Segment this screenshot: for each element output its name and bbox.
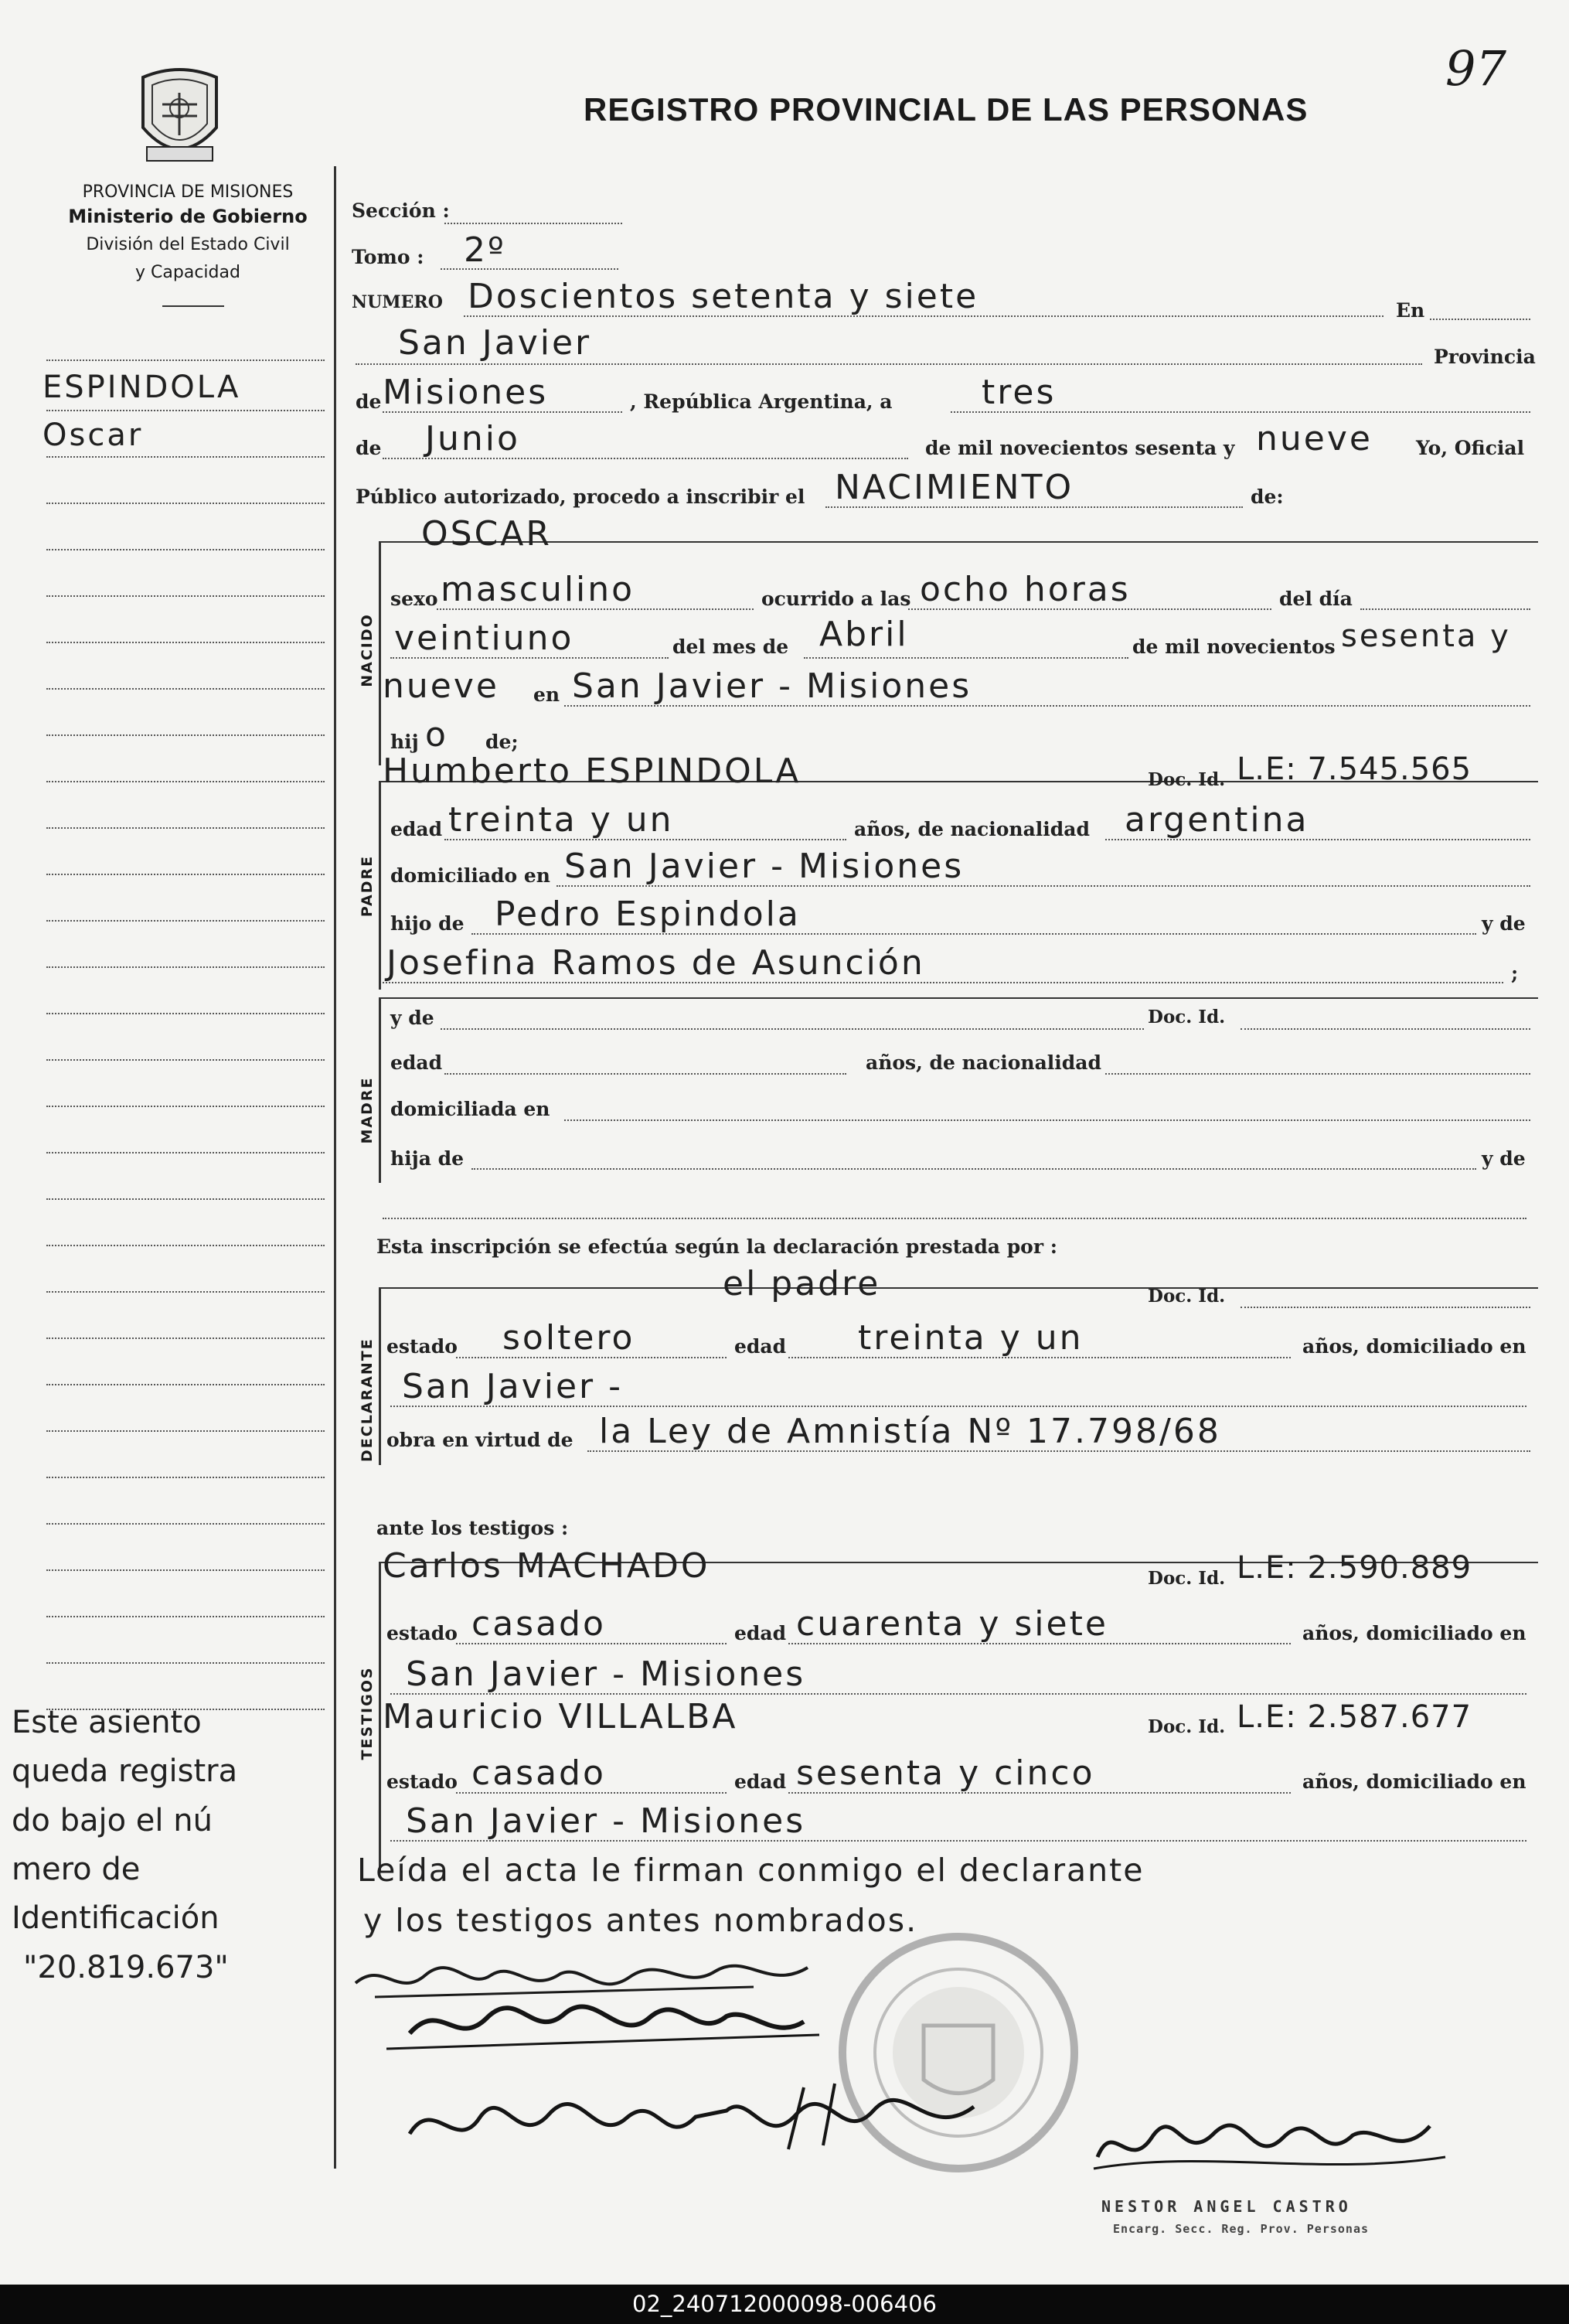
- declarante-bracket: [379, 1287, 381, 1465]
- value-t2-dom: San Javier - Misiones: [406, 1801, 806, 1841]
- value-t1-estado: casado: [471, 1604, 606, 1644]
- value-dia-nac: veintiuno: [394, 618, 574, 658]
- field-line: [471, 1168, 1476, 1170]
- label-t2-estado: estado: [386, 1770, 458, 1793]
- margin-line: [46, 1430, 325, 1432]
- field-line: [356, 363, 1422, 365]
- label-t2-anos-dom: años, domiciliado en: [1302, 1770, 1526, 1793]
- padre-bracket: [379, 781, 381, 990]
- bracket-top: [379, 541, 1538, 543]
- label-decl-doc: Doc. Id.: [1148, 1286, 1226, 1307]
- label-tomo: Tomo :: [352, 246, 424, 268]
- header-ministry: Ministerio de Gobierno: [68, 206, 308, 227]
- field-line: [1430, 319, 1530, 320]
- value-t2-edad: sesenta y cinco: [796, 1753, 1095, 1793]
- value-hora: ocho horas: [920, 570, 1131, 609]
- margin-line: [46, 781, 325, 782]
- label-testigos: ante los testigos :: [376, 1517, 569, 1539]
- value-t2-estado: casado: [471, 1753, 606, 1793]
- label-de-2: de: [356, 437, 382, 459]
- value-decl-edad: treinta y un: [858, 1318, 1084, 1358]
- margin-note-6: "20.819.673": [23, 1950, 229, 1985]
- margin-line: [46, 1152, 325, 1153]
- label-t1-edad: edad: [734, 1622, 787, 1644]
- label-publico: Público autorizado, procedo a inscribir el: [356, 486, 805, 508]
- label-t2-edad: edad: [734, 1770, 787, 1793]
- column-divider: [334, 166, 336, 2169]
- value-lectura-1: Leída el acta le firman conmigo el declarante: [357, 1852, 1145, 1889]
- madre-bracket: [379, 997, 381, 1183]
- margin-line: [46, 503, 325, 504]
- margin-line: [46, 1013, 325, 1014]
- label-de-1: de: [356, 390, 382, 413]
- label-de-mil: de mil novecientos sesenta y: [925, 437, 1235, 459]
- margin-surname: ESPINDOLA: [43, 370, 241, 405]
- label-padre-dom: domiciliado en: [390, 864, 550, 887]
- label-del-dia: del día: [1279, 588, 1353, 610]
- margin-line: [46, 920, 325, 922]
- margin-line: [46, 595, 325, 597]
- side-label-declarante: DECLARANTE: [359, 1337, 376, 1462]
- value-tomo: 2º: [464, 230, 506, 270]
- label-obra: obra en virtud de: [386, 1429, 573, 1451]
- label-madre-y-de: y de: [390, 1007, 434, 1029]
- label-semicolon: ;: [1511, 962, 1519, 984]
- value-sexo: masculino: [441, 570, 635, 609]
- field-line: [1241, 1028, 1530, 1030]
- label-t1-anos-dom: años, domiciliado en: [1302, 1622, 1526, 1644]
- label-seccion: Sección :: [352, 199, 450, 222]
- label-republica: , República Argentina, a: [630, 390, 893, 413]
- value-t2-doc: L.E: 2.587.677: [1237, 1699, 1472, 1735]
- label-padre-doc: Doc. Id.: [1148, 769, 1226, 790]
- label-t1-doc: Doc. Id.: [1148, 1568, 1226, 1589]
- document-title: REGISTRO PROVINCIAL DE LAS PERSONAS: [584, 91, 1309, 128]
- field-line: [441, 1028, 1144, 1030]
- margin-line: [46, 734, 325, 736]
- header-province: PROVINCIA DE MISIONES: [82, 182, 294, 202]
- value-declarante: el padre: [723, 1264, 881, 1303]
- field-line: [1105, 1073, 1530, 1075]
- label-en-lc: en: [533, 683, 560, 706]
- label-madre-nac: años, de nacionalidad: [866, 1051, 1101, 1074]
- value-anio: nueve: [1256, 419, 1373, 458]
- label-hijo-de: hijo de: [390, 912, 465, 935]
- value-t1-edad: cuarenta y siete: [796, 1604, 1108, 1644]
- value-hij-suffix: o: [425, 715, 448, 755]
- label-decl-estado: estado: [386, 1335, 458, 1358]
- value-t1-doc: L.E: 2.590.889: [1237, 1550, 1472, 1586]
- bracket-top: [379, 997, 1538, 999]
- value-dia: tres: [982, 373, 1057, 412]
- margin-line: [46, 1569, 325, 1571]
- margin-line: [46, 360, 325, 361]
- value-lugar: San Javier: [398, 323, 592, 363]
- label-decl-edad: edad: [734, 1335, 787, 1358]
- value-anio-nac-2: nueve: [383, 666, 499, 706]
- value-padre-nac: argentina: [1125, 800, 1309, 840]
- signature-villalba: [402, 2080, 1005, 2168]
- label-de-semi: de;: [485, 731, 519, 753]
- margin-line: [46, 874, 325, 875]
- value-padre-doc: L.E: 7.545.565: [1237, 751, 1472, 787]
- margin-line: [46, 966, 325, 968]
- margin-note-5: Identificación: [12, 1900, 220, 1936]
- label-madre-edad: edad: [390, 1051, 443, 1074]
- value-padre-dom: San Javier - Misiones: [564, 847, 965, 886]
- label-madre-doc: Doc. Id.: [1148, 1007, 1226, 1027]
- header-capacity: y Capacidad: [135, 263, 240, 282]
- margin-line: [46, 827, 325, 829]
- bracket-top: [379, 1287, 1538, 1289]
- value-t2-nombre: Mauricio VILLALBA: [383, 1697, 738, 1736]
- label-padre-y-de: y de: [1482, 912, 1526, 935]
- margin-line: [46, 642, 325, 643]
- label-padre-nac: años, de nacionalidad: [854, 818, 1090, 840]
- value-t1-dom: San Javier - Misiones: [406, 1654, 806, 1694]
- field-line: [383, 1218, 1526, 1219]
- margin-line: [46, 456, 325, 458]
- label-madre-y-de-2: y de: [1482, 1147, 1526, 1170]
- label-madre-dom: domiciliada en: [390, 1098, 550, 1120]
- margin-line: [46, 1198, 325, 1200]
- margin-line: [46, 410, 325, 411]
- coat-of-arms-emblem: [128, 62, 232, 170]
- field-line: [804, 657, 1128, 659]
- value-abuela: Josefina Ramos de Asunción: [386, 943, 925, 983]
- value-decl-estado: soltero: [502, 1318, 635, 1358]
- label-del-mes: del mes de: [672, 636, 789, 658]
- value-decl-ley: la Ley de Amnistía Nº 17.798/68: [599, 1412, 1221, 1451]
- label-sexo: sexo: [390, 588, 438, 610]
- margin-note-4: mero de: [12, 1852, 141, 1887]
- value-decl-dom: San Javier -: [402, 1367, 623, 1406]
- margin-note-3: do bajo el nú: [12, 1803, 213, 1838]
- value-numero: Doscientos setenta y siete: [468, 277, 979, 316]
- field-line: [1360, 608, 1530, 610]
- label-de-mil-nov: de mil novecientos: [1132, 636, 1336, 658]
- field-line: [444, 223, 622, 224]
- side-label-testigos: TESTIGOS: [359, 1666, 376, 1760]
- label-t2-doc: Doc. Id.: [1148, 1716, 1226, 1737]
- margin-note-1: Este asiento: [12, 1705, 202, 1740]
- label-en: En: [1396, 299, 1425, 322]
- margin-line: [46, 1384, 325, 1385]
- official-name: NESTOR ANGEL CASTRO: [1101, 2197, 1352, 2216]
- value-nombre: OSCAR: [421, 514, 552, 554]
- label-t1-estado: estado: [386, 1622, 458, 1644]
- label-provincia: Provincia: [1434, 346, 1536, 368]
- nacido-bracket: [379, 541, 381, 765]
- page-number: 97: [1445, 40, 1506, 97]
- header-division: División del Estado Civil: [86, 235, 290, 254]
- label-decl-anos-dom: años, domiciliado en: [1302, 1335, 1526, 1358]
- signature-official: [1090, 2103, 1453, 2191]
- field-line: [564, 1119, 1530, 1121]
- value-provincia: Misiones: [383, 373, 549, 412]
- margin-line: [46, 1106, 325, 1107]
- field-line: [444, 1073, 846, 1075]
- margin-line: [46, 1477, 325, 1478]
- value-anio-nac-1: sesenta y: [1341, 618, 1511, 654]
- label-yo-oficial: Yo, Oficial: [1416, 437, 1525, 459]
- label-de-colon: de:: [1251, 486, 1284, 508]
- margin-note-2: queda registra: [12, 1753, 238, 1789]
- margin-given-name: Oscar: [43, 417, 144, 453]
- label-numero: NUMERO: [352, 292, 443, 312]
- value-padre-edad: treinta y un: [448, 800, 674, 840]
- testigos-bracket: [379, 1562, 381, 1871]
- margin-line: [46, 1337, 325, 1339]
- value-mes-nac: Abril: [819, 615, 909, 654]
- side-label-madre: MADRE: [359, 1076, 376, 1144]
- signature-machado: [386, 1987, 835, 2060]
- margin-line: [46, 1059, 325, 1061]
- margin-line: [46, 1662, 325, 1664]
- value-mes: Junio: [425, 419, 520, 458]
- footer-id: 02_240712000098-006406: [632, 2291, 937, 2317]
- label-declaracion: Esta inscripción se efectúa según la declaración prestada por :: [376, 1235, 1057, 1258]
- label-hija-de: hija de: [390, 1147, 465, 1170]
- value-acto: NACIMIENTO: [835, 468, 1074, 507]
- side-label-nacido: NACIDO: [359, 613, 376, 687]
- label-padre-edad: edad: [390, 818, 443, 840]
- margin-line: [46, 549, 325, 550]
- margin-line: [46, 1291, 325, 1293]
- margin-line: [46, 1523, 325, 1525]
- value-abuelo: Pedro Espindola: [495, 895, 801, 934]
- margin-line: [46, 1616, 325, 1617]
- field-line: [1241, 1307, 1530, 1308]
- margin-line: [46, 688, 325, 690]
- label-hij: hij: [390, 731, 419, 753]
- value-padre-nombre: Humberto ESPINDOLA: [383, 751, 802, 791]
- official-role: Encarg. Secc. Reg. Prov. Personas: [1113, 2222, 1370, 2236]
- header-divider: [162, 305, 224, 307]
- side-label-padre: PADRE: [359, 854, 376, 918]
- value-lectura-2: y los testigos antes nombrados.: [363, 1902, 918, 1939]
- value-lugar-nac: San Javier - Misiones: [572, 666, 972, 706]
- label-ocurrido: ocurrido a las: [761, 588, 911, 610]
- value-t1-nombre: Carlos MACHADO: [383, 1546, 710, 1586]
- margin-line: [46, 1245, 325, 1246]
